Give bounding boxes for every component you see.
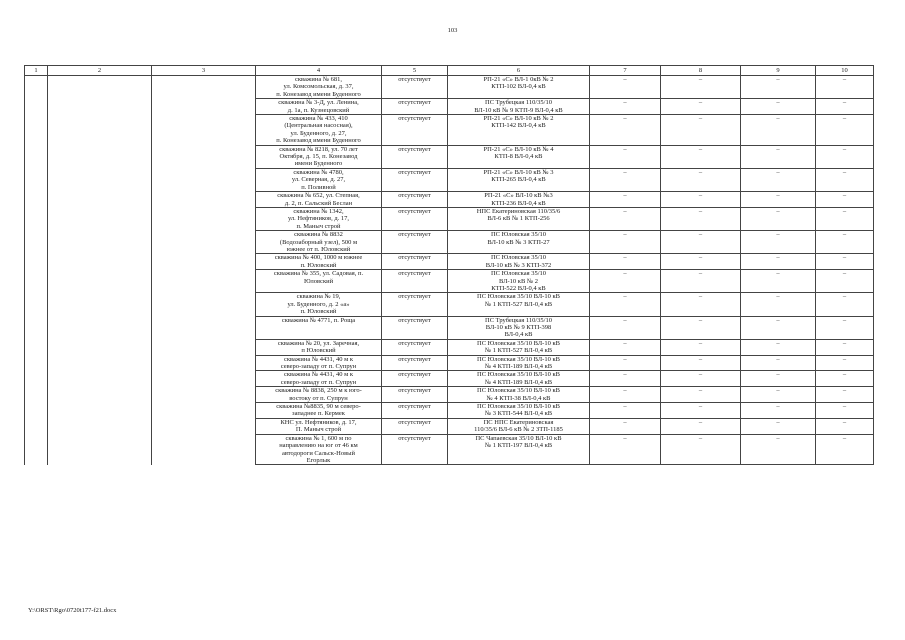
table-cell-col-6: ПС Трубецкая 110/35/10 ВЛ-10 кВ № 9 КТП-9 ВЛ-0,4 кВ — [448, 99, 590, 115]
table-cell-col-8: – — [661, 270, 741, 293]
table-cell-col-1 — [25, 371, 48, 387]
table-cell-col-7: – — [590, 403, 661, 419]
table-cell-col-6: НПС Екатериновская 110/35/6 ВЛ-6 кВ № 1 КТП-256 — [448, 207, 590, 230]
document-table — [24, 65, 874, 465]
table-row — [25, 145, 874, 168]
table-cell-col-4: скважина № 4771, п. Роща — [256, 316, 382, 339]
table-cell-col-2 — [48, 207, 152, 230]
table-cell-col-6: ПС Юловская 35/10 ВЛ-10 кВ № 3 КТП-27 — [448, 231, 590, 254]
table-cell-col-1 — [25, 207, 48, 230]
table-cell-col-9: – — [741, 76, 816, 99]
table-cell-col-9: – — [741, 418, 816, 434]
table-cell-col-2 — [48, 115, 152, 146]
table-cell-col-3 — [152, 434, 256, 465]
table-cell-col-10: – — [816, 371, 874, 387]
table-cell-col-9: – — [741, 371, 816, 387]
table-cell-col-2 — [48, 387, 152, 403]
table-cell-col-7: – — [590, 192, 661, 208]
table-cell-col-7: – — [590, 115, 661, 146]
table-cell-col-3 — [152, 99, 256, 115]
column-header-4: 4 — [256, 66, 382, 76]
table-cell-col-9: – — [741, 231, 816, 254]
table-cell-col-6: ПС НПС Екатериновская 110/35/6 ВЛ-6 кВ № 2 ЗТП-1185 — [448, 418, 590, 434]
table-cell-col-7: – — [590, 207, 661, 230]
table-cell-col-8: – — [661, 168, 741, 191]
table-cell-col-6: ПС Чапаевская 35/10 ВЛ-10 кВ № 1 КТП-197 ВЛ-0,4 кВ — [448, 434, 590, 465]
table-cell-col-1 — [25, 339, 48, 355]
table-cell-col-2 — [48, 254, 152, 270]
table-cell-col-5: отсутствует — [382, 316, 448, 339]
table-cell-col-10: – — [816, 339, 874, 355]
table-cell-col-5: отсутствует — [382, 76, 448, 99]
table-cell-col-5: отсутствует — [382, 207, 448, 230]
table-cell-col-3 — [152, 168, 256, 191]
table-cell-col-4: скважина № 3-Д, ул. Ленина, д. 1а, п. Кузнецовский — [256, 99, 382, 115]
table-cell-col-5: отсутствует — [382, 168, 448, 191]
table-cell-col-2 — [48, 293, 152, 316]
table-cell-col-9: – — [741, 145, 816, 168]
table-cell-col-10: – — [816, 168, 874, 191]
table-header-row — [25, 66, 874, 76]
table-cell-col-2 — [48, 76, 152, 99]
table-cell-col-5: отсутствует — [382, 254, 448, 270]
table-row — [25, 192, 874, 208]
table-cell-col-7: – — [590, 254, 661, 270]
table-cell-col-6: ПС Юловская 35/10 ВЛ-10 кВ № 1 КТП-527 ВЛ-0,4 кВ — [448, 293, 590, 316]
table-cell-col-4: скважина № 8218, ул. 70 лет Октября, д. 15, п. Конезавод имени Буденного — [256, 145, 382, 168]
table-cell-col-7: – — [590, 371, 661, 387]
table-cell-col-8: – — [661, 339, 741, 355]
table-row — [25, 99, 874, 115]
table-cell-col-3 — [152, 192, 256, 208]
table-cell-col-2 — [48, 339, 152, 355]
table-cell-col-9: – — [741, 316, 816, 339]
table-row — [25, 316, 874, 339]
column-header-2: 2 — [48, 66, 152, 76]
table-cell-col-1 — [25, 434, 48, 465]
table-cell-col-5: отсутствует — [382, 371, 448, 387]
table-row — [25, 387, 874, 403]
page-number: 103 — [447, 27, 458, 34]
table-cell-col-7: – — [590, 434, 661, 465]
table-cell-col-10: – — [816, 434, 874, 465]
table-cell-col-5: отсутствует — [382, 145, 448, 168]
table-cell-col-8: – — [661, 76, 741, 99]
table-cell-col-9: – — [741, 99, 816, 115]
table-cell-col-10: – — [816, 76, 874, 99]
table-cell-col-4: скважина № 681, ул. Комсомольская, д. 37, п. Конезавод имени Буденного — [256, 76, 382, 99]
table-cell-col-3 — [152, 115, 256, 146]
table-cell-col-7: – — [590, 355, 661, 371]
table-row — [25, 168, 874, 191]
table-cell-col-1 — [25, 254, 48, 270]
table-cell-col-3 — [152, 207, 256, 230]
table-cell-col-8: – — [661, 115, 741, 146]
table-cell-col-1 — [25, 316, 48, 339]
table-body — [25, 76, 874, 465]
table-cell-col-4: скважина № 1, 600 м по направлению на юг от 46 км автодороги Сальск-Новый Егорлык — [256, 434, 382, 465]
table-row — [25, 254, 874, 270]
table-cell-col-8: – — [661, 371, 741, 387]
table-cell-col-9: – — [741, 355, 816, 371]
column-header-9: 9 — [741, 66, 816, 76]
table-cell-col-4: скважина № 19, ул. Буденного, д. 2 «а» п. Юловский — [256, 293, 382, 316]
table-row — [25, 434, 874, 465]
table-cell-col-5: отсутствует — [382, 403, 448, 419]
column-header-7: 7 — [590, 66, 661, 76]
table-cell-col-1 — [25, 145, 48, 168]
table-cell-col-6: РП-21 «С» ВЛ-10 кВ № 4 КТП-8 ВЛ-0,4 кВ — [448, 145, 590, 168]
table-row — [25, 293, 874, 316]
table-cell-col-10: – — [816, 231, 874, 254]
table-cell-col-8: – — [661, 192, 741, 208]
column-header-3: 3 — [152, 66, 256, 76]
table-cell-col-6: ПС Юловская 35/10 ВЛ-10 кВ № 3 КТП-372 — [448, 254, 590, 270]
table-cell-col-6: РП-21 «С» ВЛ-10 кВ №3 КТП-236 ВЛ-0,4 кВ — [448, 192, 590, 208]
table-cell-col-2 — [48, 231, 152, 254]
table-cell-col-9: – — [741, 339, 816, 355]
table-cell-col-4: скважина № 4431, 40 м к северо-западу от п. Супрун — [256, 371, 382, 387]
table-row — [25, 270, 874, 293]
table-cell-col-9: – — [741, 434, 816, 465]
table-cell-col-1 — [25, 115, 48, 146]
table-cell-col-6: РП-21 «С» ВЛ-10 кВ № 2 КТП-142 ВЛ-0,4 кВ — [448, 115, 590, 146]
table-cell-col-4: скважина № 433, 410 (Центральная насосная), ул. Буденного, д. 27, п. Конезавод имени Буденного — [256, 115, 382, 146]
table-cell-col-3 — [152, 293, 256, 316]
table-row — [25, 403, 874, 419]
table-row — [25, 371, 874, 387]
table-cell-col-9: – — [741, 207, 816, 230]
table-cell-col-7: – — [590, 76, 661, 99]
table-cell-col-7: – — [590, 270, 661, 293]
table-cell-col-4: скважина №8835, 90 м северо- западнее п. Кермек — [256, 403, 382, 419]
table-cell-col-2 — [48, 316, 152, 339]
table-cell-col-10: – — [816, 254, 874, 270]
table-cell-col-5: отсутствует — [382, 434, 448, 465]
table-cell-col-9: – — [741, 115, 816, 146]
table-cell-col-2 — [48, 371, 152, 387]
table-cell-col-10: – — [816, 207, 874, 230]
table-cell-col-9: – — [741, 168, 816, 191]
table-row — [25, 207, 874, 230]
table-cell-col-9: – — [741, 192, 816, 208]
table-cell-col-8: – — [661, 99, 741, 115]
table-cell-col-6: РП-21 «С» ВЛ-10 кВ № 3 КТП-265 ВЛ-0,4 кВ — [448, 168, 590, 191]
table-cell-col-10: – — [816, 270, 874, 293]
table-cell-col-3 — [152, 355, 256, 371]
table-cell-col-10: – — [816, 192, 874, 208]
table-cell-col-7: – — [590, 168, 661, 191]
column-header-1: 1 — [25, 66, 48, 76]
table-cell-col-3 — [152, 76, 256, 99]
table-cell-col-6: ПС Юловская 35/10 ВЛ-10 кВ № 1 КТП-527 ВЛ-0,4 кВ — [448, 339, 590, 355]
table-cell-col-4: КНС ул. Нефтяников, д. 17, П. Маныч строй — [256, 418, 382, 434]
table-row — [25, 231, 874, 254]
table-cell-col-7: – — [590, 99, 661, 115]
table-cell-col-6: ПС Трубецкая 110/35/10 ВЛ-10 кВ № 9 КТП-398 ВЛ-0,4 кВ — [448, 316, 590, 339]
table-cell-col-9: – — [741, 293, 816, 316]
table-cell-col-2 — [48, 418, 152, 434]
table-cell-col-8: – — [661, 254, 741, 270]
table-cell-col-6: ПС Юловская 35/10 ВЛ-10 кВ № 2 КТП-522 ВЛ-0,4 кВ — [448, 270, 590, 293]
table-row — [25, 418, 874, 434]
table-cell-col-7: – — [590, 231, 661, 254]
table-cell-col-4: скважина № 8832 (Водозаборный узел), 500 м южнее от п. Юловский — [256, 231, 382, 254]
table-row — [25, 339, 874, 355]
table-cell-col-3 — [152, 316, 256, 339]
table-cell-col-2 — [48, 270, 152, 293]
table-cell-col-8: – — [661, 316, 741, 339]
table-cell-col-4: скважина № 400, 1000 м южнее п. Юловский — [256, 254, 382, 270]
column-header-8: 8 — [661, 66, 741, 76]
table-cell-col-3 — [152, 145, 256, 168]
table-cell-col-3 — [152, 270, 256, 293]
table-cell-col-4: скважина № 4431, 40 м к северо-западу от п. Супрун — [256, 355, 382, 371]
table-cell-col-6: ПС Юловская 35/10 ВЛ-10 кВ № 4 КТП-189 ВЛ-0,4 кВ — [448, 355, 590, 371]
table-cell-col-9: – — [741, 403, 816, 419]
table-cell-col-8: – — [661, 355, 741, 371]
table-cell-col-5: отсутствует — [382, 355, 448, 371]
table-cell-col-7: – — [590, 293, 661, 316]
table-cell-col-2 — [48, 355, 152, 371]
table-cell-col-4: скважина № 4780, ул. Северная, д. 27, п. Поливной — [256, 168, 382, 191]
table-cell-col-2 — [48, 168, 152, 191]
table-row — [25, 355, 874, 371]
table-cell-col-1 — [25, 293, 48, 316]
table-cell-col-1 — [25, 231, 48, 254]
table-cell-col-8: – — [661, 231, 741, 254]
table-cell-col-9: – — [741, 387, 816, 403]
table-cell-col-4: скважина № 8838, 250 м к юго- востоку от п. Супрун — [256, 387, 382, 403]
table-cell-col-2 — [48, 434, 152, 465]
table-cell-col-1 — [25, 355, 48, 371]
table-cell-col-5: отсутствует — [382, 115, 448, 146]
column-header-5: 5 — [382, 66, 448, 76]
table-cell-col-8: – — [661, 387, 741, 403]
table-cell-col-6: ПС Юловская 35/10 ВЛ-10 кВ № 4 КТП-189 ВЛ-0,4 кВ — [448, 371, 590, 387]
table-cell-col-3 — [152, 418, 256, 434]
table-cell-col-1 — [25, 99, 48, 115]
table-cell-col-8: – — [661, 293, 741, 316]
table-cell-col-7: – — [590, 418, 661, 434]
table-cell-col-10: – — [816, 418, 874, 434]
table-cell-col-5: отсутствует — [382, 387, 448, 403]
table-cell-col-1 — [25, 418, 48, 434]
table-cell-col-10: – — [816, 293, 874, 316]
table-cell-col-1 — [25, 270, 48, 293]
table-cell-col-2 — [48, 99, 152, 115]
table-cell-col-4: скважина № 1342, ул. Нефтяников, д. 17, п. Маныч строй — [256, 207, 382, 230]
table-cell-col-5: отсутствует — [382, 99, 448, 115]
table-cell-col-4: скважина № 355, ул. Садовая, п. Юловский — [256, 270, 382, 293]
table-cell-col-8: – — [661, 207, 741, 230]
table-cell-col-8: – — [661, 418, 741, 434]
table-cell-col-7: – — [590, 316, 661, 339]
table-cell-col-1 — [25, 192, 48, 208]
table-cell-col-3 — [152, 339, 256, 355]
table-cell-col-6: РП-21 «С» ВЛ-1 0кВ № 2 КТП-102 ВЛ-0,4 кВ — [448, 76, 590, 99]
table-cell-col-7: – — [590, 145, 661, 168]
table-cell-col-7: – — [590, 387, 661, 403]
table-cell-col-10: – — [816, 115, 874, 146]
table-cell-col-10: – — [816, 387, 874, 403]
table-cell-col-1 — [25, 387, 48, 403]
table-cell-col-10: – — [816, 99, 874, 115]
table-cell-col-8: – — [661, 403, 741, 419]
table-cell-col-8: – — [661, 145, 741, 168]
table-row — [25, 115, 874, 146]
table-cell-col-1 — [25, 76, 48, 99]
table-cell-col-8: – — [661, 434, 741, 465]
table-cell-col-4: скважина № 20, ул. Заречная, п Юловский — [256, 339, 382, 355]
column-header-10: 10 — [816, 66, 874, 76]
column-header-6: 6 — [448, 66, 590, 76]
table-cell-col-10: – — [816, 355, 874, 371]
table-cell-col-3 — [152, 231, 256, 254]
table-cell-col-10: – — [816, 316, 874, 339]
table-row — [25, 76, 874, 99]
table-cell-col-5: отсутствует — [382, 418, 448, 434]
table-cell-col-9: – — [741, 270, 816, 293]
table-cell-col-6: ПС Юловская 35/10 ВЛ-10 кВ № 4 КТП-38 ВЛ-0,4 кВ — [448, 387, 590, 403]
table-cell-col-4: скважина № 652, ул. Степная, д. 2, п. Сальский Беслан — [256, 192, 382, 208]
table-cell-col-2 — [48, 145, 152, 168]
table-cell-col-10: – — [816, 145, 874, 168]
table-cell-col-3 — [152, 254, 256, 270]
table-cell-col-3 — [152, 387, 256, 403]
table-cell-col-1 — [25, 403, 48, 419]
table-cell-col-5: отсутствует — [382, 270, 448, 293]
footer-file-path: Y:\ORST\Rgo\0720t177-f21.docx — [28, 607, 117, 614]
table-cell-col-6: ПС Юловская 35/10 ВЛ-10 кВ № 3 КТП-544 ВЛ-0,4 кВ — [448, 403, 590, 419]
table-cell-col-1 — [25, 168, 48, 191]
table-cell-col-9: – — [741, 254, 816, 270]
table-cell-col-3 — [152, 371, 256, 387]
table-cell-col-3 — [152, 403, 256, 419]
table-cell-col-5: отсутствует — [382, 231, 448, 254]
table-cell-col-7: – — [590, 339, 661, 355]
table-cell-col-5: отсутствует — [382, 192, 448, 208]
table-cell-col-5: отсутствует — [382, 339, 448, 355]
table-cell-col-2 — [48, 192, 152, 208]
table-cell-col-5: отсутствует — [382, 293, 448, 316]
table-cell-col-10: – — [816, 403, 874, 419]
table-cell-col-2 — [48, 403, 152, 419]
